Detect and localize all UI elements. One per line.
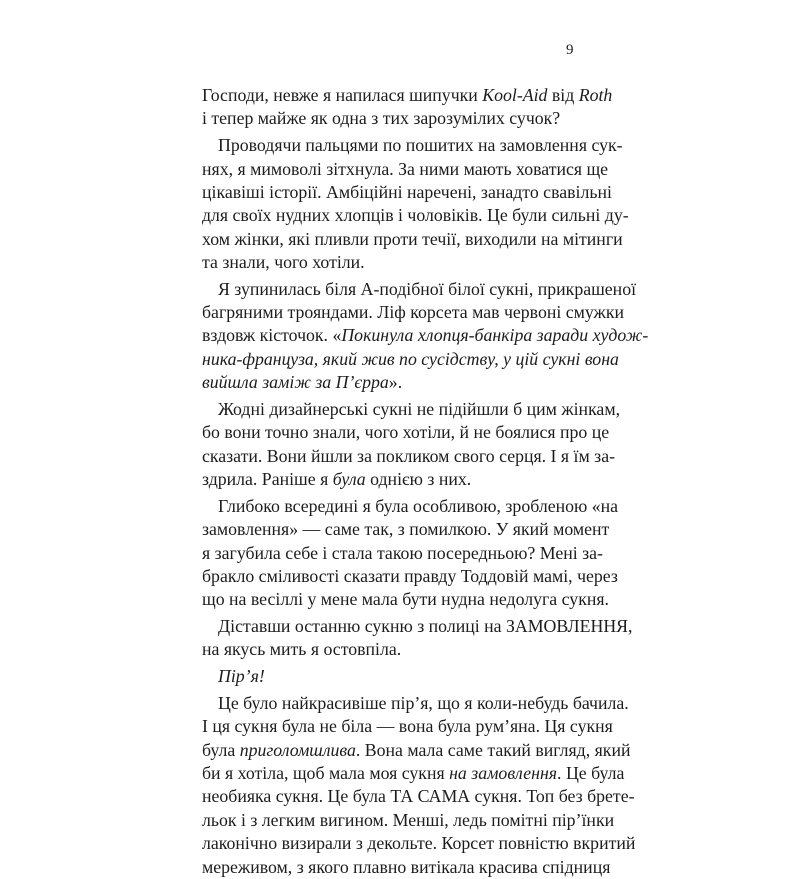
text-line [202,348,619,371]
text-segment: льок і з легким вигином. Менші, ледь помітні пір’їнки [202,809,615,830]
text-segment: Діставши останню сукню з полиці на ЗАМОВЛЕННЯ, [218,616,633,637]
text-line [202,84,613,107]
text-segment: Глибоко всередині я була особливою, зробленою «на [218,495,619,516]
italic-text-segment: ника-француза, який жив по сусідству, у цій сукні вона [202,348,619,369]
text-line [202,495,619,518]
italic-text-segment: вийшла заміж за П’єрра [202,372,389,393]
text-segment: та знали, чого хотіли. [202,251,365,272]
text-segment: від [547,85,579,105]
text-line [202,228,623,251]
text-segment: І ця сукня була не біла — вона була рум’яна. Ця сукня [202,716,613,737]
text-line [202,468,598,491]
italic-text-segment: Пір’я! [218,666,265,687]
italic-text-segment: на замовлення [449,763,558,784]
text-segment: була [202,739,240,760]
italic-text-segment: Покинула хлопця-банкіра заради худож- [341,325,649,346]
italic-text-segment: була [332,469,366,489]
text-line [202,371,598,394]
text-segment: цікавіші історії. Амбіційні наречені, занадто свавільні [202,181,612,202]
page-number: 9 [566,42,574,58]
text-line [202,785,635,808]
text-segment: для своїх нудних хлопців і чоловіків. Це були сильні ду- [202,205,629,226]
text-segment: лаконічно визирали з декольте. Корсет повністю вкритий [202,833,636,854]
text-line [202,565,618,588]
text-line [202,856,611,879]
text-segment: на якусь мить я остовпіла. [202,639,402,660]
body-text [202,84,649,879]
text-segment: однією з них. [365,469,472,489]
text-segment: нях, я мимоволі зітхнула. За ними мають ховатися ще [202,158,609,179]
text-line [202,301,624,324]
text-segment: бо вони точно знали, чого хотіли, й не боялися про це [202,422,610,443]
text-line [202,445,616,468]
text-line [202,107,598,130]
text-line [202,832,636,855]
text-line [202,181,612,204]
text-line [202,204,629,227]
text-segment: здрила. Раніше я [202,469,333,489]
text-segment: Господи, невже я напилася шипучки [202,85,483,105]
text-line [202,715,613,738]
text-segment: . Вона мала саме такий вигляд, який [355,739,631,760]
text-segment: що на весіллі у мене мала бути нудна недолуга сукня. [202,589,609,610]
text-segment: Жодні дизайнерські сукні не підійшли б цим жінкам, [218,398,621,419]
text-segment: Це було найкрасивіше пір’я, що я коли-небудь бачила. [218,693,629,714]
text-segment: ». [388,372,403,393]
text-line [202,398,621,421]
text-segment: . Це була [557,763,625,784]
text-line [202,588,609,611]
text-segment: хом жінки, які пливли проти течії, виходили на мітинги [202,228,623,249]
text-segment: Проводячи пальцями по пошитих на замовлення сук- [218,135,623,156]
text-line [202,762,625,785]
text-segment: мереживом, з якого плавно витікала красива спідниця [202,856,611,877]
text-line [202,665,598,688]
italic-text-segment: Kool-Aid [482,85,548,105]
text-line [202,324,649,347]
text-segment: і тепер майже як одна з тих зарозумілих сучок? [202,108,561,129]
text-line [202,638,598,661]
italic-text-segment: приголомшлива [239,739,356,760]
text-segment: необияка сукня. Це була ТА САМА сукня. Топ без брете- [202,786,635,807]
text-line [202,518,610,541]
text-segment: сказати. Вони йшли за покликом свого серця. І я їм за- [202,445,616,466]
text-line [202,278,637,301]
text-segment: я загубила себе і стала такою посередньою? Мені за- [202,542,603,563]
text-segment: бракло сміливості сказати правду Тоддовій мамі, через [202,565,618,586]
text-line [202,542,603,565]
text-segment: би я хотіла, щоб мала моя сукня [202,763,450,784]
text-segment: Я зупинилась біля А-подібної білої сукні, прикрашеної [218,278,637,299]
text-line [202,692,629,715]
text-segment: багряними трояндами. Ліф корсета мав червоні смужки [202,302,624,323]
text-line [202,739,631,762]
text-segment: замовлення» — саме так, з помилкою. У який момент [202,519,610,540]
text-line [202,251,598,274]
text-line [202,158,609,181]
italic-text-segment: Roth [578,85,613,105]
text-line [202,615,633,638]
text-segment: вздовж кісточок. « [202,325,342,346]
text-line [202,134,623,157]
text-line [202,809,615,832]
text-line [202,421,610,444]
